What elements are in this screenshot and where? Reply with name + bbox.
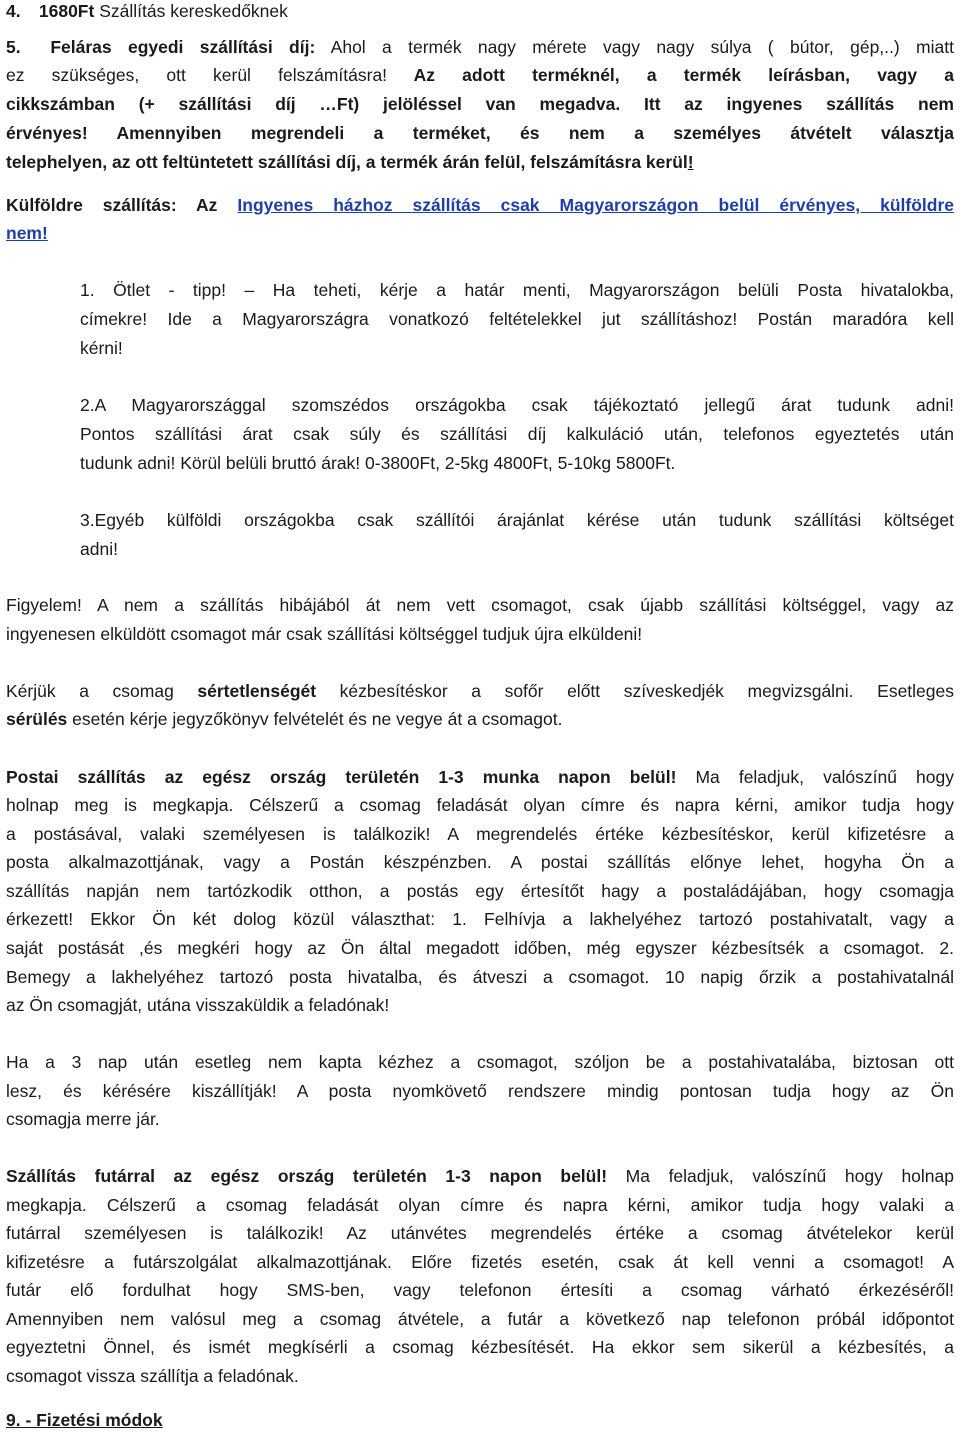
courier-text: Ma feladjuk, valószínű hogy holnap [607,1166,954,1186]
section-9-heading: 9. - Fizetési módok [6,1410,163,1430]
post-line: a postásával, valaki személyesen is találkozik! A megrendelés értéke kézbesítéskor, kerül kifizetésre a [6,824,954,844]
post-line: saját postását ,és megkéri hogy az Ön által megadott időben, még egyszer kézbesítsék a csomagot. 2. [6,938,954,958]
tracking-line-3: csomagja merre jár. [6,1109,160,1129]
attention-line-2: ingyenesen elküldött csomagot már csak szállítási költséggel tudjuk újra elküldeni! [6,624,643,644]
list-item-text-bold: Amennyiben megrendeli a terméket, és nem a személyes átvételt választja [87,123,954,143]
post-text: Ma feladjuk, valószínű hogy [676,767,954,787]
attention-line-1: Figyelem! A nem a szállítás hibájából át nem vett csomagot, csak újabb szállítási költséggel, vagy az [6,595,954,615]
abroad-line-2 [6,219,954,247]
list-item-text-bold: Az adott terméknél, a termék leírásban, vagy a [387,65,954,85]
list-item-text: Szállítás kereskedőknek [94,1,288,21]
list-item-5-line-5 [6,148,954,176]
tip-1-line-2: címekre! Ide a Magyarországra vonatkozó feltételekkel jut szállításhoz! Postán maradóra kell [80,309,954,329]
post-line: érkezett! Ekkor Ön két dolog közül választhat: 1. Felhívja a lakhelyéhez tartozó postahivatalt, vagy a [6,909,954,929]
courier-line: kifizetésre a futárszolgálat alkalmazottjának. Előre fizetés esetén, csak át kell venni a csomagot! A [6,1252,954,1272]
list-item-text-bold: telephelyen, az ott feltüntetett szállítási díj, a termék árán felül, felszámításra kerül [6,152,688,172]
inspect-line-2 [6,705,954,733]
list-item-4 [6,0,954,25]
tip-2-line-3: tudunk adni! Körül belüli bruttó árak! 0-3800Ft, 2-5kg 4800Ft, 5-10kg 5800Ft. [80,453,676,473]
list-item-5-line-3: cikkszámban (+ szállítási díj …Ft) jelöléssel van megadva. Itt az ingyenes szállítás nem [6,94,954,114]
abroad-label: Külföldre szállítás: [6,195,177,215]
courier-line: Amennyiben nem valósul meg a csomag átvétele, a futár a következő nap telefonon próbál időpontot [6,1309,954,1329]
post-line-1 [6,763,954,791]
post-line: posta alkalmazottjának, vagy a Postán készpénzben. A postai szállítás előnye lehet, hogyha Ön a [6,852,954,872]
tip-2-line-1: 2.A Magyarországgal szomszédos országokba csak tájékoztató jellegű árat tudunk adni! [80,395,954,415]
list-number: 5. [6,37,21,57]
abroad-link[interactable]: Ingyenes házhoz szállítás csak Magyarországon belül érvényes, külföldre [237,195,954,215]
courier-line-1 [6,1162,954,1190]
list-item-text-bold: ! [687,152,694,172]
list-item-5-line-1 [6,33,954,61]
courier-line: csomagot vissza szállítja a feladónak. [6,1366,299,1386]
list-item-text-bold: érvényes! [6,123,88,143]
inspect-text: kézbesítéskor a sofőr előtt szíveskedjék megvizsgálni. Esetleges [316,681,954,701]
inspect-line-1 [6,677,954,705]
tracking-line-1: Ha a 3 nap után esetleg nem kapta kézhez a csomagot, szóljon be a postahivatalába, biztosan ott [6,1052,954,1072]
inspect-text: Kérjük a csomag [6,681,198,701]
tip-3-line-1: 3.Egyéb külföldi országokba csak szállítói árajánlat kérése után tudunk szállítási költséget [80,510,954,530]
custom-fee-label: Feláras egyedi szállítási díj: [50,37,316,57]
tip-1-line-1: 1. Ötlet - tipp! – Ha teheti, kérje a határ menti, Magyarországon belüli Posta hivatalokba, [80,280,954,300]
list-item-5-line-4 [6,119,954,147]
post-heading: Postai szállítás az egész ország területén 1-3 munka napon belül! [6,767,677,787]
abroad-line-1 [6,191,954,219]
inspect-text: esetén kérje jegyzőkönyv felvételét és ne vegye át a csomagot. [67,709,563,729]
post-line: Bemegy a lakhelyéhez tartozó posta hivatalba, és átveszi a csomagot. 10 napig őrzik a postahivatalnál [6,967,954,987]
tip-3-line-2: adni! [80,539,118,559]
list-item-5-line-2 [6,61,954,89]
tip-1-line-3: kérni! [80,338,123,358]
post-line: holnap meg is megkapja. Célszerű a csomag feladását olyan címre és napra kérni, amikor tudja hogy [6,795,954,815]
inspect-text-bold: sérülés [6,709,68,729]
list-item-text: ez szükséges, ott kerül felszámításra! [6,65,388,85]
post-line: szállítás napján nem tartózkodik otthon, a postás egy értesítőt hagy a postaládájában, hogy csomagja [6,881,954,901]
list-item-text: Ahol a termék nagy mérete vagy nagy súlya ( bútor, gép,..) miatt [315,37,954,57]
abroad-text: Az [176,195,238,215]
courier-line: futár elő fordulhat hogy SMS-ben, vagy telefonon értesíti a csomag várható érkezéséről! [6,1280,954,1300]
post-line: az Ön csomagját, utána visszaküldik a feladónak! [6,995,390,1015]
tracking-line-2: lesz, és kérésére kiszállítják! A posta nyomkövető rendszere mindig pontosan tudja hogy az Ön [6,1081,954,1101]
tip-2-line-2: Pontos szállítási árat csak súly és szállítási díj kalkuláció után, telefonos egyeztetés után [80,424,954,444]
price-label: 1680Ft [38,1,95,21]
inspect-text-bold: sértetlenségét [197,681,317,701]
courier-line: futárral személyesen is találkozik! Az utánvétes megrendelés értéke a csomag átvételekor kerül [6,1223,954,1243]
courier-heading: Szállítás futárral az egész ország területén 1-3 napon belül! [6,1166,608,1186]
abroad-link-end[interactable]: nem! [6,223,48,243]
courier-line: egyeztetni Önnel, és ismét megkísérli a csomag kézbesítését. Ha ekkor sem sikerül a kézbesítés, a [6,1337,954,1357]
list-number: 4. [6,1,21,21]
courier-line: megkapja. Célszerű a csomag feladását olyan címre és napra kérni, amikor tudja hogy valaki a [6,1195,954,1215]
